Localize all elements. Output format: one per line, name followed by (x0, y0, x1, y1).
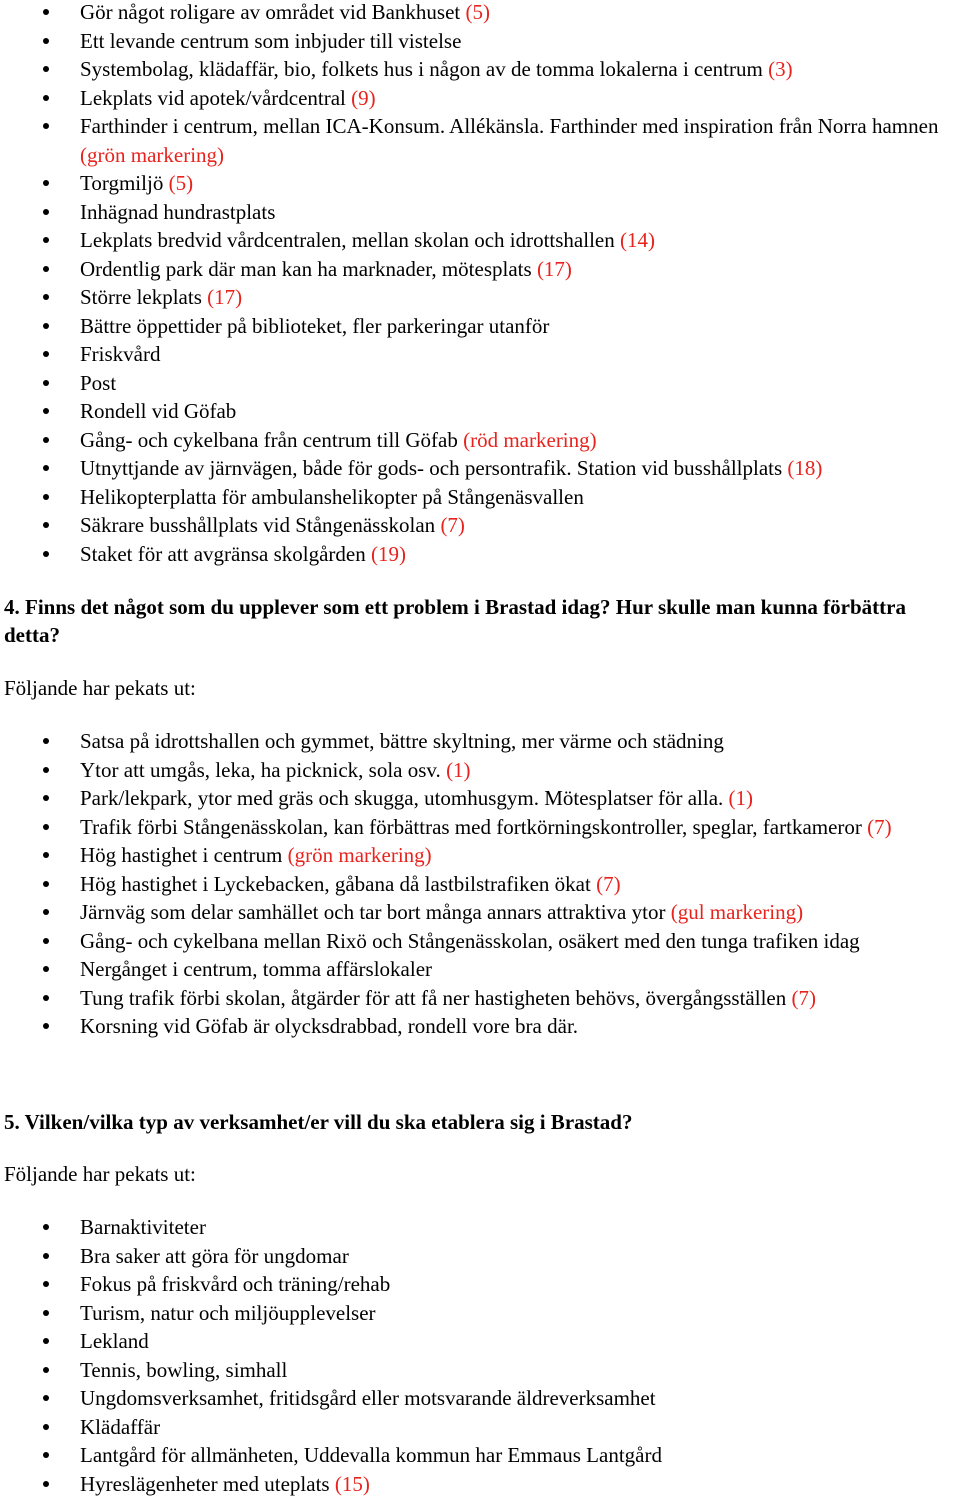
item-text: Gång- och cykelbana mellan Rixö och Stångenässkolan, osäkert med den tunga trafiken idag (80, 928, 860, 953)
item-text: Barnaktiviteter (80, 1215, 206, 1239)
item-text: Ytor att umgås, leka, ha picknick, sola osv. (80, 757, 447, 782)
item-text: Tung trafik förbi skolan, åtgärder för att få ner hastigheten behövs, övergångsställen (80, 985, 792, 1010)
item-note: (5) (168, 171, 194, 195)
list-item (0, 1213, 960, 1242)
item-note: (grön markering) (80, 142, 225, 167)
item-text: Utnyttjande av järnvägen, både för gods- och persontrafik. Station vid busshållplats (80, 456, 788, 480)
item-text: Korsning vid Göfab är olycksdrabbad, rondell vore bra där. (80, 1014, 579, 1038)
list-item (0, 870, 960, 899)
item-text: Säkrare busshållplats vid Stångenässkolan (80, 513, 441, 537)
list-item (0, 1441, 960, 1470)
item-text: Ordentlig park där man kan ha marknader, mötesplats (80, 256, 537, 281)
list-item (0, 84, 960, 113)
list-item (0, 340, 960, 369)
list-item (0, 955, 960, 984)
list-item (0, 1470, 960, 1499)
item-note: (7) (440, 513, 465, 537)
list-item (0, 255, 960, 284)
item-note: (19) (371, 541, 406, 566)
list-item (0, 112, 960, 169)
list-item (0, 756, 960, 785)
item-text: Rondell vid Göfab (80, 399, 237, 423)
item-text: Fokus på friskvård och träning/rehab (80, 1272, 391, 1296)
item-note: (17) (536, 256, 572, 281)
section5-list (0, 1213, 960, 1498)
item-text: Satsa på idrottshallen och gymmet, bättre skyltning, mer värme och städning (80, 729, 724, 753)
item-text: Inhägnad hundrastplats (80, 199, 276, 224)
item-text: Turism, natur och miljöupplevelser (80, 1300, 376, 1325)
list-item (0, 483, 960, 512)
list-item (0, 283, 960, 312)
item-text: Lekplats bredvid vårdcentralen, mellan skolan och idrottshallen (80, 228, 620, 252)
list-item (0, 226, 960, 255)
list-item (0, 1327, 960, 1356)
item-note: (15) (334, 1471, 370, 1496)
item-note: (1) (728, 786, 754, 810)
list-item (0, 198, 960, 227)
item-text: Park/lekpark, ytor med gräs och skugga, utomhusgym. Mötesplatser för alla. (80, 786, 729, 810)
item-text: Gång- och cykelbana från centrum till Göfab (80, 427, 464, 452)
item-note: (18) (787, 456, 823, 480)
list-item (0, 898, 960, 927)
item-note: (grön markering) (287, 843, 432, 867)
item-note: (3) (768, 57, 793, 81)
section4-list (0, 727, 960, 1041)
item-text: Ett levande centrum som inbjuder till vistelse (80, 28, 462, 53)
item-text: Lantgård för allmänheten, Uddevalla kommun har Emmaus Lantgård (80, 1443, 662, 1467)
item-note: (1) (446, 757, 471, 782)
section5-intro: Följande har pekats ut: (4, 1162, 196, 1186)
item-text: Tennis, bowling, simhall (80, 1357, 288, 1382)
list-item (0, 454, 960, 483)
list-item (0, 0, 960, 27)
item-note: (gul markering) (670, 900, 804, 924)
item-text: Bättre öppettider på biblioteket, fler parkeringar utanför (80, 313, 550, 338)
list-item (0, 1299, 960, 1328)
list-item (0, 540, 960, 569)
list-item (0, 1242, 960, 1271)
item-text: Lekplats vid apotek/vårdcentral (80, 85, 352, 110)
item-text: Farthinder i centrum, mellan ICA-Konsum. Allékänsla. Farthinder med inspiration från Norra hamnen (80, 114, 939, 138)
list-item (0, 426, 960, 455)
item-text: Post (80, 370, 117, 395)
item-note: (7) (791, 985, 816, 1010)
item-text: Gör något roligare av området vid Bankhuset (80, 0, 466, 24)
section4-heading: 4. Finns det något som du upplever som ett problem i Brastad idag? Hur skulle man kunna förbättra detta? (4, 595, 906, 647)
item-note: (röd markering) (463, 427, 597, 452)
item-note: (7) (867, 814, 892, 839)
list-item (0, 727, 960, 756)
list-item (0, 813, 960, 842)
list-item (0, 1270, 960, 1299)
item-note: (7) (596, 871, 621, 896)
item-text: Större lekplats (80, 285, 208, 309)
list-item (0, 1012, 960, 1041)
item-text: Trafik förbi Stångenässkolan, kan förbättras med fortkörningskontroller, speglar, fartkameror (80, 814, 868, 839)
item-note: (17) (207, 285, 243, 309)
item-text: Klädaffär (80, 1414, 161, 1439)
list-item (0, 55, 960, 84)
list-item (0, 169, 960, 198)
list-item (0, 511, 960, 540)
item-text: Helikopterplatta för ambulanshelikopter på Stångenäsvallen (80, 484, 584, 509)
item-text: Staket för att avgränsa skolgården (80, 541, 371, 566)
list-item (0, 841, 960, 870)
item-note: (9) (351, 85, 376, 110)
item-text: Nergånget i centrum, tomma affärslokaler (80, 957, 433, 981)
item-text: Ungdomsverksamhet, fritidsgård eller motsvarande äldreverksamhet (80, 1386, 656, 1410)
list-item (0, 1384, 960, 1413)
item-text: Hög hastighet i centrum (80, 843, 288, 867)
list-item (0, 27, 960, 56)
item-text: Hög hastighet i Lyckebacken, gåbana då lastbilstrafiken ökat (80, 871, 597, 896)
item-text: Hyreslägenheter med uteplats (80, 1471, 335, 1496)
list-item (0, 784, 960, 813)
item-text: Systembolag, klädaffär, bio, folkets hus i någon av de tomma lokalerna i centrum (80, 57, 769, 81)
section3-list (0, 0, 960, 568)
item-text: Lekland (80, 1329, 149, 1353)
item-note: (14) (620, 228, 655, 252)
list-item (0, 1356, 960, 1385)
item-note: (5) (465, 0, 490, 24)
list-item (0, 927, 960, 956)
item-text: Friskvård (80, 342, 161, 366)
list-item (0, 369, 960, 398)
list-item (0, 312, 960, 341)
section4-intro: Följande har pekats ut: (4, 676, 196, 700)
list-item (0, 984, 960, 1013)
item-text: Torgmiljö (80, 171, 169, 195)
item-text: Järnväg som delar samhället och tar bort många annars attraktiva ytor (80, 900, 671, 924)
section5-heading: 5. Vilken/vilka typ av verksamhet/er vill du ska etablera sig i Brastad? (4, 1110, 633, 1134)
list-item (0, 397, 960, 426)
item-text: Bra saker att göra för ungdomar (80, 1243, 349, 1268)
list-item (0, 1413, 960, 1442)
